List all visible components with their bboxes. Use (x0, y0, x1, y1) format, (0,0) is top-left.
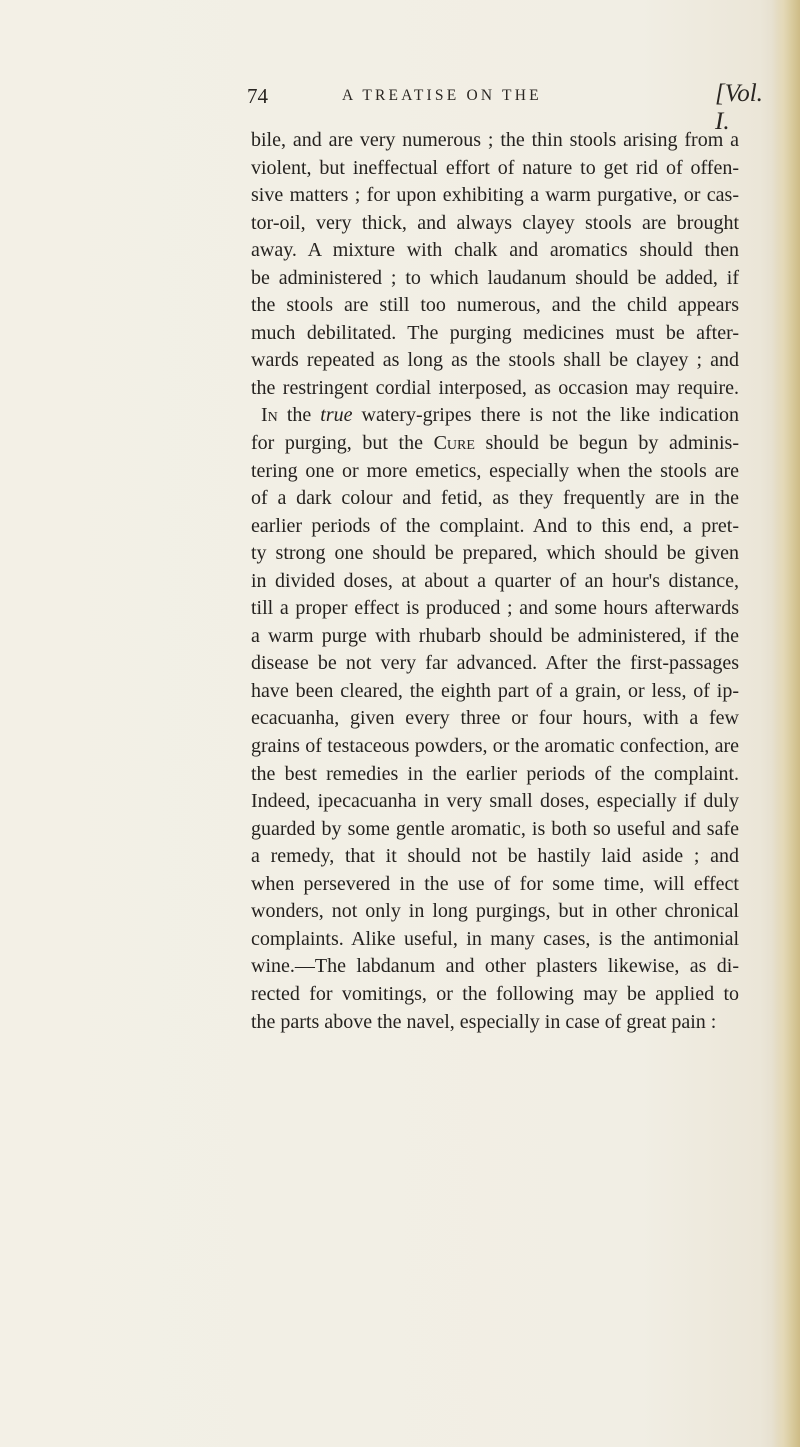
small-caps-word: In (261, 404, 278, 427)
text-line: guarded by some gentle aromatic, is both so useful and safe (251, 817, 739, 840)
running-title: A TREATISE ON THE (342, 87, 542, 104)
text-line: rected for vomitings, or the following may be applied to (251, 982, 739, 1005)
text-run: watery-gripes there is not the like indication (352, 404, 739, 427)
text-line: have been cleared, the eighth part of a grain, or less, of ip- (251, 679, 739, 702)
text-line: a warm purge with rhubarb should be administered, if the (251, 624, 739, 647)
text-line: a remedy, that it should not be hastily laid aside ; and (251, 845, 739, 868)
text-line: wine.—The labdanum and other plasters likewise, as di- (251, 955, 739, 978)
text-line: complaints. Alike useful, in many cases, is the antimonial (251, 927, 739, 950)
text-line: earlier periods of the complaint. And to this end, a pret- (251, 514, 739, 537)
text-line: disease be not very far advanced. After the first-passages (251, 652, 739, 675)
text-line: wonders, not only in long purgings, but in other chronical (251, 900, 739, 923)
text-line: ecacuanha, given every three or four hours, with a few (251, 707, 739, 730)
text-line: the restringent cordial interposed, as occasion may require. (251, 376, 739, 399)
body-text (251, 127, 739, 1036)
text-line: sive matters ; for upon exhibiting a warm purgative, or cas- (251, 184, 739, 207)
text-line: the stools are still too numerous, and the child appears (251, 294, 739, 317)
text-line: when persevered in the use of for some time, will effect (251, 872, 739, 895)
text-line: be administered ; to which laudanum should be added, if (251, 266, 739, 289)
text-line: tor-oil, very thick, and always clayey stools are brought (251, 211, 739, 234)
small-caps-word: Cure (433, 432, 475, 455)
italic-word: true (320, 404, 353, 427)
text-line-last: the parts above the navel, especially in case of great pain : (251, 1010, 717, 1033)
text-line: tering one or more emetics, especially when the stools are (251, 459, 739, 482)
text-run: should be begun by adminis- (474, 432, 739, 455)
text-line-paragraph-start (251, 402, 739, 430)
text-line: grains of testaceous powders, or the aromatic confection, are (251, 735, 739, 758)
text-line: till a proper effect is produced ; and some hours afterwards (251, 597, 739, 620)
text-line: away. A mixture with chalk and aromatics should then (251, 239, 739, 262)
text-line: Indeed, ipecacuanha in very small doses, especially if duly (251, 790, 739, 813)
text-line (251, 430, 739, 458)
running-header (247, 78, 767, 135)
text-line: bile, and are very numerous ; the thin stools arising from a (251, 129, 739, 151)
text-line: ty strong one should be prepared, which should be given (251, 542, 739, 565)
volume-label: [Vol. I. (715, 80, 763, 135)
text-line: of a dark colour and fetid, as they frequently are in the (251, 487, 739, 510)
text-line: violent, but ineffectual effort of nature to get rid of offen- (251, 156, 739, 179)
text-line: the best remedies in the earlier periods of the complaint. (251, 762, 739, 785)
text-run: the (277, 404, 321, 427)
page-number: 74 (247, 84, 268, 108)
text-run: for purging, but the (251, 432, 434, 455)
text-line: wards repeated as long as the stools shall be clayey ; and (251, 349, 739, 372)
text-line: in divided doses, at about a quarter of an hour's distance, (251, 569, 739, 592)
page-edge-shadow (772, 0, 800, 1447)
text-line: much debilitated. The purging medicines must be after- (251, 321, 739, 344)
